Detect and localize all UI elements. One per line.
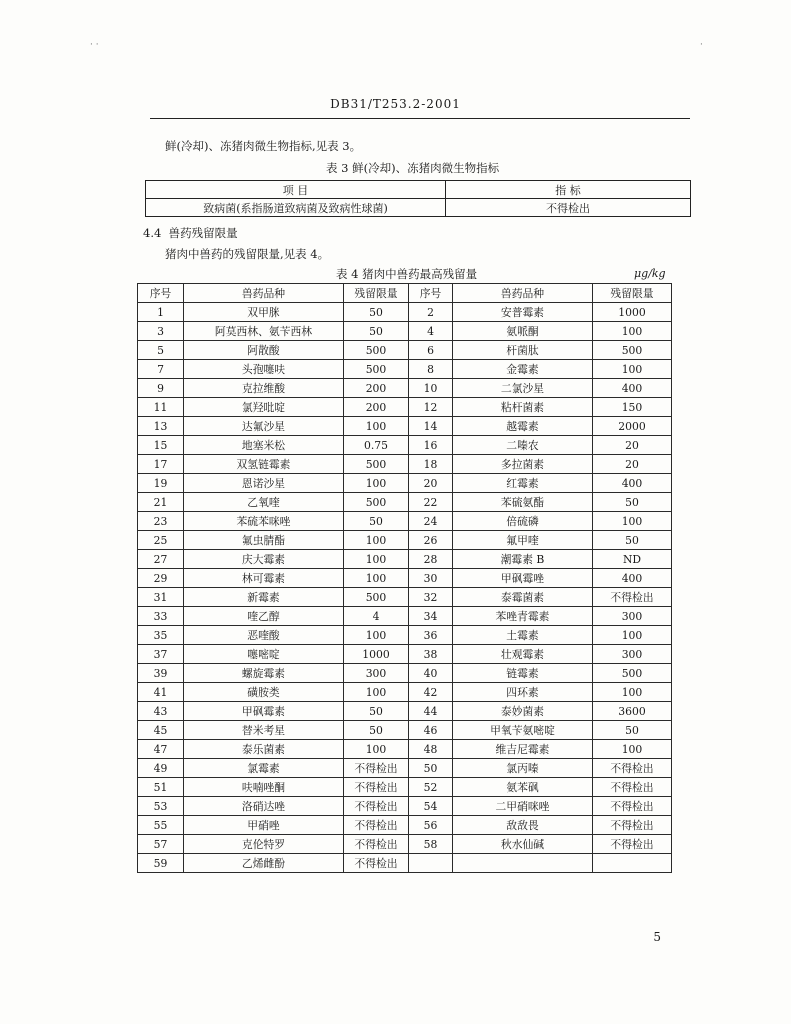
residue-limit-cell: 500 xyxy=(344,588,409,607)
serial-number-cell: 46 xyxy=(409,721,453,740)
residue-limit-cell: 100 xyxy=(344,550,409,569)
serial-number-cell: 34 xyxy=(409,607,453,626)
serial-number-cell: 43 xyxy=(138,702,184,721)
table-row xyxy=(138,683,672,702)
drug-name-cell: 双甲脒 xyxy=(184,303,344,322)
column-header: 兽药品种 xyxy=(184,284,344,303)
drug-name-cell: 二嗪农 xyxy=(453,436,593,455)
serial-number-cell: 11 xyxy=(138,398,184,417)
serial-number-cell: 55 xyxy=(138,816,184,835)
serial-number-cell: 38 xyxy=(409,645,453,664)
table-row xyxy=(138,721,672,740)
drug-name-cell: 阿莫西林、氨苄西林 xyxy=(184,322,344,341)
serial-number-cell: 33 xyxy=(138,607,184,626)
drug-name-cell: 安普霉素 xyxy=(453,303,593,322)
table-row xyxy=(138,835,672,854)
drug-name-cell: 倍硫磷 xyxy=(453,512,593,531)
serial-number-cell: 5 xyxy=(138,341,184,360)
serial-number-cell: 2 xyxy=(409,303,453,322)
residue-limit-cell: 50 xyxy=(344,702,409,721)
drug-name-cell: 喹乙醇 xyxy=(184,607,344,626)
table-row xyxy=(138,740,672,759)
drug-name-cell: 氟甲喹 xyxy=(453,531,593,550)
table-row xyxy=(138,797,672,816)
serial-number-cell: 3 xyxy=(138,322,184,341)
serial-number-cell: 50 xyxy=(409,759,453,778)
column-header: 残留限量 xyxy=(344,284,409,303)
residue-limit-cell: 400 xyxy=(593,474,672,493)
drug-name-cell: 链霉素 xyxy=(453,664,593,683)
drug-name-cell: 庆大霉素 xyxy=(184,550,344,569)
serial-number-cell: 18 xyxy=(409,455,453,474)
residue-limit-cell: 400 xyxy=(593,379,672,398)
residue-limit-cell: 100 xyxy=(593,360,672,379)
table-row xyxy=(138,588,672,607)
drug-name-cell: 泰妙菌素 xyxy=(453,702,593,721)
table-row xyxy=(138,379,672,398)
table-row xyxy=(138,702,672,721)
drug-name-cell: 二甲硝咪唑 xyxy=(453,797,593,816)
serial-number-cell: 13 xyxy=(138,417,184,436)
serial-number-cell: 54 xyxy=(409,797,453,816)
drug-name-cell: 维吉尼霉素 xyxy=(453,740,593,759)
drug-name-cell: 金霉素 xyxy=(453,360,593,379)
residue-limit-cell: 不得检出 xyxy=(344,797,409,816)
residue-limit-cell: 2000 xyxy=(593,417,672,436)
serial-number-cell: 56 xyxy=(409,816,453,835)
serial-number-cell: 9 xyxy=(138,379,184,398)
residue-limit-cell: 500 xyxy=(344,455,409,474)
residue-limit-cell: 50 xyxy=(344,322,409,341)
residue-limit-cell: 100 xyxy=(344,417,409,436)
table-row xyxy=(138,417,672,436)
table-cell: 致病菌(系指肠道致病菌及致病性球菌) xyxy=(146,199,446,217)
drug-name-cell: 甲砜霉唑 xyxy=(453,569,593,588)
residue-limit-cell: 100 xyxy=(344,740,409,759)
drug-name-cell: 杆菌肽 xyxy=(453,341,593,360)
serial-number-cell: 7 xyxy=(138,360,184,379)
table-row xyxy=(138,854,672,873)
section-paragraph: 猪肉中兽药的残留限量,见表 4。 xyxy=(165,247,330,261)
column-header: 项 目 xyxy=(146,181,446,199)
serial-number-cell: 39 xyxy=(138,664,184,683)
table-header-row xyxy=(138,284,672,303)
residue-limit-cell: 50 xyxy=(344,512,409,531)
residue-limit-cell: 500 xyxy=(593,664,672,683)
drug-name-cell: 苯硫氨酯 xyxy=(453,493,593,512)
section-title: 兽药残留限量 xyxy=(168,226,238,240)
table4-unit: μg/kg xyxy=(634,267,666,280)
serial-number-cell: 19 xyxy=(138,474,184,493)
drug-name-cell: 氨苯砜 xyxy=(453,778,593,797)
residue-limit-cell: 500 xyxy=(593,341,672,360)
serial-number-cell: 12 xyxy=(409,398,453,417)
drug-name-cell: 替米考星 xyxy=(184,721,344,740)
table-header-row xyxy=(146,181,691,199)
drug-name-cell: 磺胺类 xyxy=(184,683,344,702)
drug-name-cell: 多拉菌素 xyxy=(453,455,593,474)
serial-number-cell: 4 xyxy=(409,322,453,341)
residue-limit-cell: 不得检出 xyxy=(593,816,672,835)
scan-mark: · xyxy=(700,40,703,50)
drug-name-cell: 乙氧喹 xyxy=(184,493,344,512)
intro-paragraph: 鲜(冷却)、冻猪肉微生物指标,见表 3。 xyxy=(165,139,362,153)
drug-name-cell: 螺旋霉素 xyxy=(184,664,344,683)
residue-limit-cell: 0.75 xyxy=(344,436,409,455)
residue-limit-cell: 20 xyxy=(593,436,672,455)
table-row xyxy=(138,512,672,531)
table-row xyxy=(138,816,672,835)
scan-mark: · · xyxy=(90,40,99,50)
serial-number-cell: 51 xyxy=(138,778,184,797)
serial-number-cell: 14 xyxy=(409,417,453,436)
drug-name-cell: 甲砜霉素 xyxy=(184,702,344,721)
drug-name-cell: 乙烯雌酚 xyxy=(184,854,344,873)
residue-limit-cell: 50 xyxy=(344,303,409,322)
serial-number-cell: 42 xyxy=(409,683,453,702)
residue-limit-cell: ND xyxy=(593,550,672,569)
drug-name-cell: 甲硝唑 xyxy=(184,816,344,835)
table4-caption: 表 4 猪肉中兽药最高残留量 xyxy=(336,267,478,281)
residue-limit-cell xyxy=(593,854,672,873)
drug-name-cell: 洛硝达唑 xyxy=(184,797,344,816)
serial-number-cell: 44 xyxy=(409,702,453,721)
serial-number-cell: 26 xyxy=(409,531,453,550)
residue-limit-cell: 3600 xyxy=(593,702,672,721)
table-row xyxy=(138,398,672,417)
serial-number-cell: 47 xyxy=(138,740,184,759)
serial-number-cell: 58 xyxy=(409,835,453,854)
drug-name-cell: 克拉维酸 xyxy=(184,379,344,398)
section-number: 4.4 xyxy=(143,226,162,240)
drug-name-cell: 克伦特罗 xyxy=(184,835,344,854)
drug-name-cell: 敌敌畏 xyxy=(453,816,593,835)
residue-limit-cell: 不得检出 xyxy=(593,778,672,797)
residue-limit-cell: 100 xyxy=(593,626,672,645)
table-row xyxy=(138,607,672,626)
serial-number-cell: 53 xyxy=(138,797,184,816)
residue-limit-cell: 不得检出 xyxy=(344,854,409,873)
residue-limit-cell: 1000 xyxy=(344,645,409,664)
serial-number-cell: 52 xyxy=(409,778,453,797)
drug-name-cell: 土霉素 xyxy=(453,626,593,645)
serial-number-cell xyxy=(409,854,453,873)
column-header: 指 标 xyxy=(446,181,691,199)
residue-limit-cell: 300 xyxy=(593,645,672,664)
residue-limit-cell: 150 xyxy=(593,398,672,417)
residue-limit-cell: 200 xyxy=(344,379,409,398)
drug-name-cell: 氯丙嗪 xyxy=(453,759,593,778)
residue-limit-cell: 不得检出 xyxy=(344,816,409,835)
residue-limit-cell: 100 xyxy=(344,683,409,702)
drug-name-cell: 氨哌酮 xyxy=(453,322,593,341)
drug-name-cell: 粘杆菌素 xyxy=(453,398,593,417)
drug-name-cell: 达氟沙星 xyxy=(184,417,344,436)
table3-caption: 表 3 鲜(冷却)、冻猪肉微生物指标 xyxy=(326,161,500,175)
residue-limit-cell: 50 xyxy=(593,493,672,512)
drug-name-cell: 苯硫苯咪唑 xyxy=(184,512,344,531)
serial-number-cell: 25 xyxy=(138,531,184,550)
serial-number-cell: 20 xyxy=(409,474,453,493)
drug-name-cell: 恩诺沙星 xyxy=(184,474,344,493)
serial-number-cell: 8 xyxy=(409,360,453,379)
serial-number-cell: 1 xyxy=(138,303,184,322)
table-row xyxy=(138,531,672,550)
drug-name-cell: 泰乐菌素 xyxy=(184,740,344,759)
veterinary-drug-residue-table xyxy=(137,283,672,873)
column-header: 兽药品种 xyxy=(453,284,593,303)
document-code-header: DB31/T253.2-2001 xyxy=(330,97,461,111)
residue-limit-cell: 100 xyxy=(344,626,409,645)
table-row xyxy=(138,550,672,569)
residue-limit-cell: 100 xyxy=(593,740,672,759)
serial-number-cell: 37 xyxy=(138,645,184,664)
residue-limit-cell: 不得检出 xyxy=(593,835,672,854)
residue-limit-cell: 4 xyxy=(344,607,409,626)
drug-name-cell: 新霉素 xyxy=(184,588,344,607)
drug-name-cell: 秋水仙碱 xyxy=(453,835,593,854)
serial-number-cell: 10 xyxy=(409,379,453,398)
residue-limit-cell: 不得检出 xyxy=(593,759,672,778)
serial-number-cell: 45 xyxy=(138,721,184,740)
drug-name-cell: 氯霉素 xyxy=(184,759,344,778)
residue-limit-cell: 100 xyxy=(344,569,409,588)
serial-number-cell: 16 xyxy=(409,436,453,455)
residue-limit-cell: 不得检出 xyxy=(593,588,672,607)
serial-number-cell: 17 xyxy=(138,455,184,474)
drug-name-cell: 泰霉菌素 xyxy=(453,588,593,607)
serial-number-cell: 57 xyxy=(138,835,184,854)
residue-limit-cell: 500 xyxy=(344,493,409,512)
table-row xyxy=(138,569,672,588)
residue-limit-cell: 20 xyxy=(593,455,672,474)
residue-limit-cell: 300 xyxy=(593,607,672,626)
drug-name-cell: 二氯沙星 xyxy=(453,379,593,398)
serial-number-cell: 36 xyxy=(409,626,453,645)
microbial-index-table xyxy=(145,180,691,217)
drug-name-cell: 林可霉素 xyxy=(184,569,344,588)
table-row xyxy=(138,645,672,664)
table-row xyxy=(138,474,672,493)
residue-limit-cell: 100 xyxy=(344,474,409,493)
drug-name-cell: 四环素 xyxy=(453,683,593,702)
column-header: 残留限量 xyxy=(593,284,672,303)
residue-limit-cell: 100 xyxy=(344,531,409,550)
drug-name-cell xyxy=(453,854,593,873)
serial-number-cell: 32 xyxy=(409,588,453,607)
residue-limit-cell: 100 xyxy=(593,512,672,531)
drug-name-cell: 双氢链霉素 xyxy=(184,455,344,474)
serial-number-cell: 27 xyxy=(138,550,184,569)
table-cell: 不得检出 xyxy=(446,199,691,217)
page-number: 5 xyxy=(653,930,661,944)
serial-number-cell: 29 xyxy=(138,569,184,588)
residue-limit-cell: 不得检出 xyxy=(593,797,672,816)
table-row xyxy=(138,455,672,474)
drug-name-cell: 噻嘧啶 xyxy=(184,645,344,664)
serial-number-cell: 59 xyxy=(138,854,184,873)
residue-limit-cell: 500 xyxy=(344,341,409,360)
table-row xyxy=(146,199,691,217)
serial-number-cell: 31 xyxy=(138,588,184,607)
drug-name-cell: 地塞米松 xyxy=(184,436,344,455)
residue-limit-cell: 500 xyxy=(344,360,409,379)
drug-name-cell: 壮观霉素 xyxy=(453,645,593,664)
residue-limit-cell: 不得检出 xyxy=(344,759,409,778)
drug-name-cell: 苯唑青霉素 xyxy=(453,607,593,626)
table-row xyxy=(138,626,672,645)
serial-number-cell: 15 xyxy=(138,436,184,455)
table-row xyxy=(138,493,672,512)
serial-number-cell: 21 xyxy=(138,493,184,512)
drug-name-cell: 氟虫腈酯 xyxy=(184,531,344,550)
drug-name-cell: 呋喃唑酮 xyxy=(184,778,344,797)
drug-name-cell: 头孢噻呋 xyxy=(184,360,344,379)
table-row xyxy=(138,436,672,455)
drug-name-cell: 越霉素 xyxy=(453,417,593,436)
serial-number-cell: 22 xyxy=(409,493,453,512)
table-row xyxy=(138,778,672,797)
serial-number-cell: 6 xyxy=(409,341,453,360)
serial-number-cell: 35 xyxy=(138,626,184,645)
section-heading xyxy=(143,225,238,241)
table-row xyxy=(138,322,672,341)
serial-number-cell: 28 xyxy=(409,550,453,569)
residue-limit-cell: 50 xyxy=(593,531,672,550)
table-row xyxy=(138,360,672,379)
residue-limit-cell: 100 xyxy=(593,322,672,341)
drug-name-cell: 阿散酸 xyxy=(184,341,344,360)
residue-limit-cell: 300 xyxy=(344,664,409,683)
residue-limit-cell: 不得检出 xyxy=(344,835,409,854)
drug-name-cell: 氯羟吡啶 xyxy=(184,398,344,417)
residue-limit-cell: 400 xyxy=(593,569,672,588)
table-row xyxy=(138,664,672,683)
drug-name-cell: 恶喹酸 xyxy=(184,626,344,645)
column-header: 序号 xyxy=(409,284,453,303)
column-header: 序号 xyxy=(138,284,184,303)
serial-number-cell: 49 xyxy=(138,759,184,778)
serial-number-cell: 41 xyxy=(138,683,184,702)
serial-number-cell: 40 xyxy=(409,664,453,683)
table-row xyxy=(138,303,672,322)
residue-limit-cell: 1000 xyxy=(593,303,672,322)
table-row xyxy=(138,759,672,778)
header-rule xyxy=(150,118,690,119)
drug-name-cell: 甲氧苄氨嘧啶 xyxy=(453,721,593,740)
serial-number-cell: 23 xyxy=(138,512,184,531)
residue-limit-cell: 200 xyxy=(344,398,409,417)
table-row xyxy=(138,341,672,360)
drug-name-cell: 红霉素 xyxy=(453,474,593,493)
serial-number-cell: 48 xyxy=(409,740,453,759)
residue-limit-cell: 不得检出 xyxy=(344,778,409,797)
serial-number-cell: 30 xyxy=(409,569,453,588)
residue-limit-cell: 100 xyxy=(593,683,672,702)
drug-name-cell: 潮霉素 B xyxy=(453,550,593,569)
serial-number-cell: 24 xyxy=(409,512,453,531)
residue-limit-cell: 50 xyxy=(593,721,672,740)
residue-limit-cell: 50 xyxy=(344,721,409,740)
